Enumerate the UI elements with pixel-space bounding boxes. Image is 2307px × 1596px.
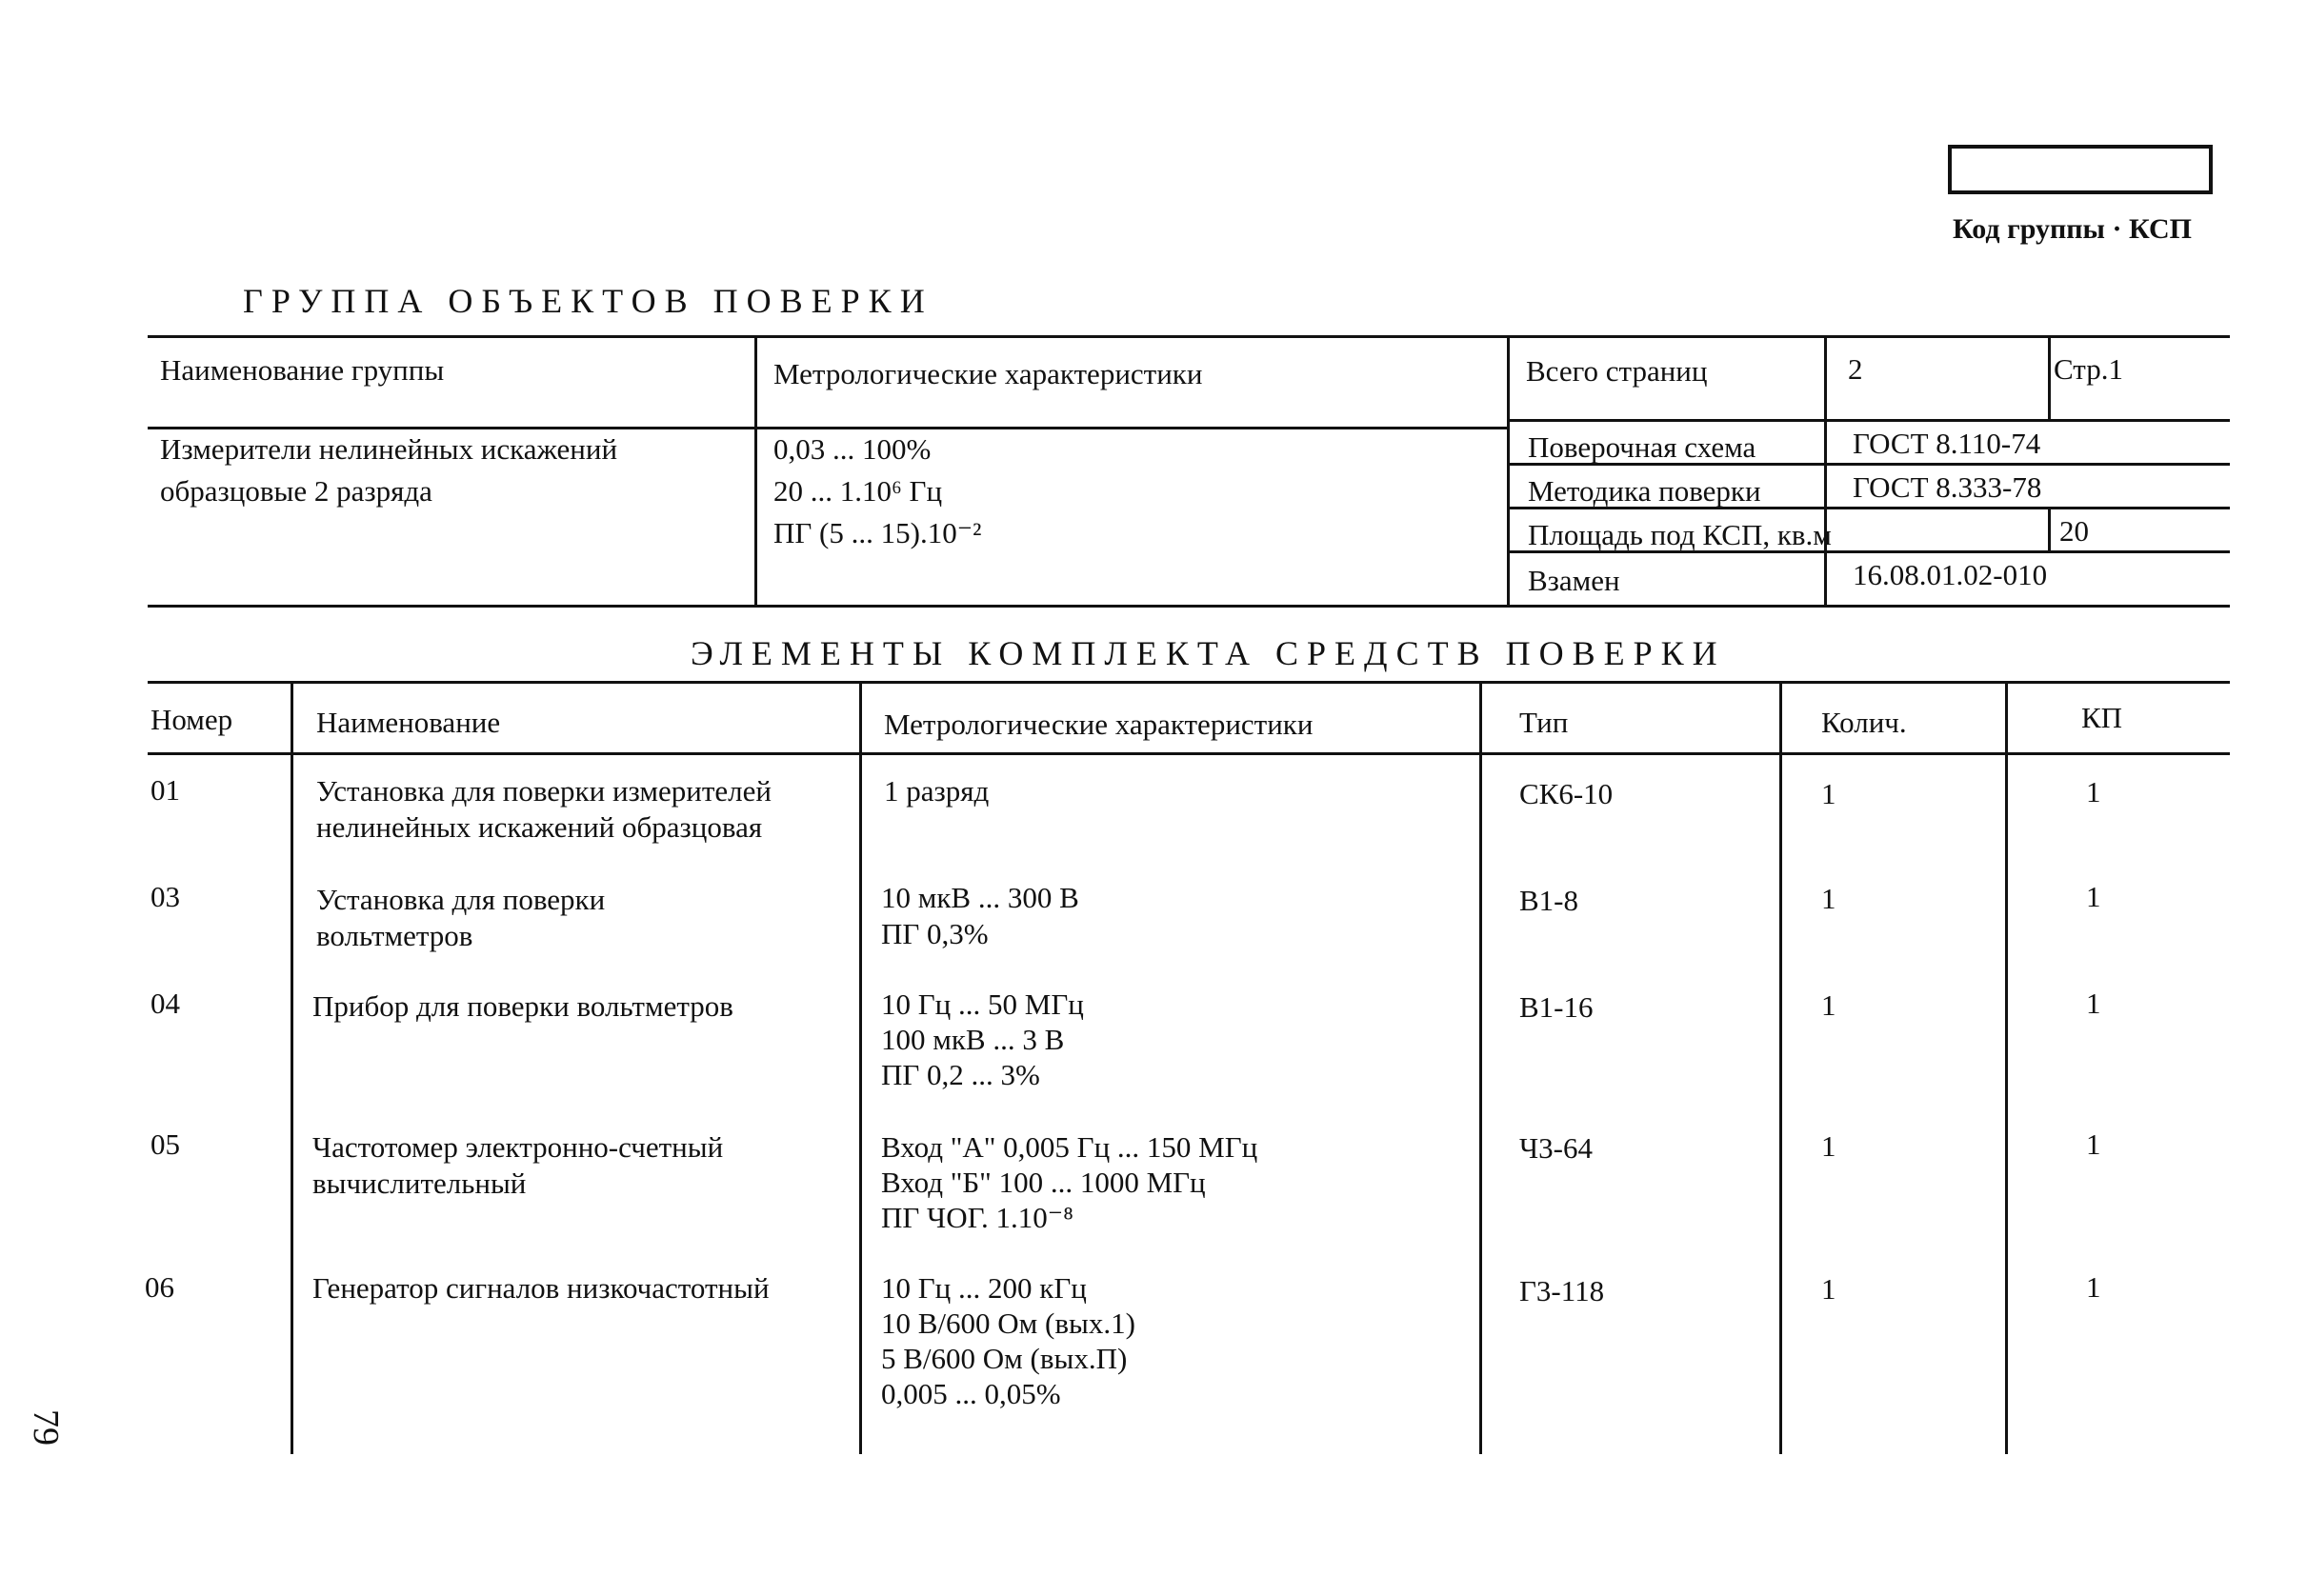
row-metro: 1 разряд bbox=[884, 774, 990, 808]
row-metro: 10 Гц ... 200 кГц 10 В/600 Ом (вых.1) 5 В/600 Ом (вых.П) 0,005 ... 0,05% bbox=[881, 1271, 1135, 1410]
col-kp-header: КП bbox=[2081, 701, 2123, 734]
replaces-label: Взамен bbox=[1528, 564, 1620, 597]
elements-table-header-line bbox=[148, 752, 2230, 755]
row-metro: 10 мкВ ... 300 В ПГ 0,3% bbox=[881, 881, 1079, 950]
col-num-header: Номер bbox=[150, 703, 233, 736]
row-qty: 1 bbox=[1821, 882, 1836, 915]
col-qty-header: Колич. bbox=[1821, 706, 1907, 739]
group-col-name-header: Наименование группы bbox=[160, 353, 445, 387]
row-name: Установка для поверки измерителей нелинейных искажений образцовая bbox=[316, 774, 772, 844]
replaces-value: 16.08.01.02-010 bbox=[1853, 558, 2048, 591]
row-kp: 1 bbox=[2086, 880, 2101, 913]
total-pages-value: 2 bbox=[1848, 352, 1863, 386]
row-name: Установка для поверки вольтметров bbox=[316, 883, 606, 952]
group-name: Измерители нелинейных искажений образцовые 2 разряда bbox=[160, 432, 618, 508]
total-pages-label: Всего страниц bbox=[1526, 354, 1708, 388]
row-name: Прибор для поверки вольтметров bbox=[312, 989, 733, 1023]
row-kp: 1 bbox=[2086, 987, 2101, 1020]
row-kp: 1 bbox=[2086, 1270, 2101, 1304]
row-name: Генератор сигналов низкочастотный bbox=[312, 1271, 770, 1305]
row-num: 04 bbox=[150, 987, 180, 1020]
row-metro: 10 Гц ... 50 МГц 100 мкВ ... 3 В ПГ 0,2 ... 3% bbox=[881, 988, 1084, 1091]
elements-table-divider-3 bbox=[1479, 681, 1482, 1454]
elements-title: ЭЛЕМЕНТЫ КОМПЛЕКТА СРЕДСТВ ПОВЕРКИ bbox=[691, 634, 1726, 672]
group-table-bottom-line bbox=[148, 605, 2230, 608]
group-table-divider-5 bbox=[2048, 507, 2051, 552]
row-name: Частотомер электронно-счетный вычислительный bbox=[312, 1130, 724, 1200]
elements-table-divider-2 bbox=[859, 681, 862, 1454]
group-table-divider-3 bbox=[1824, 335, 1827, 607]
row-num: 03 bbox=[150, 880, 180, 913]
row-kp: 1 bbox=[2086, 775, 2101, 808]
row-qty: 1 bbox=[1821, 988, 1836, 1022]
row-type: СК6-10 bbox=[1519, 777, 1614, 810]
row-metro: Вход "А" 0,005 Гц ... 150 МГц Вход "Б" 100 ... 1000 МГц ПГ ЧОГ. 1.10⁻⁸ bbox=[881, 1130, 1258, 1234]
group-title: ГРУППА ОБЪЕКТОВ ПОВЕРКИ bbox=[243, 282, 933, 320]
row-kp: 1 bbox=[2086, 1127, 2101, 1161]
verification-method-label: Методика поверки bbox=[1528, 474, 1761, 508]
group-table-header-line-right bbox=[1510, 419, 2230, 422]
elements-table-divider-5 bbox=[2005, 681, 2008, 1454]
group-code: Код группы · КСП bbox=[1953, 213, 2192, 245]
row-type: Ч3-64 bbox=[1519, 1131, 1593, 1165]
group-metro: 0,03 ... 100% 20 ... 1.10⁶ Гц ПГ (5 ... 15).10⁻² bbox=[773, 432, 982, 549]
row-type: В1-8 bbox=[1519, 884, 1578, 917]
elements-table-top-line bbox=[148, 681, 2230, 684]
col-type-header: Тип bbox=[1519, 706, 1569, 739]
col-metro-header: Метрологические характеристики bbox=[884, 708, 1314, 741]
ksp-area-value: 20 bbox=[2059, 514, 2089, 548]
row-num: 01 bbox=[150, 773, 180, 807]
verification-method-value: ГОСТ 8.333-78 bbox=[1853, 470, 2042, 504]
row-type: Г3-118 bbox=[1519, 1274, 1605, 1307]
col-name-header: Наименование bbox=[316, 706, 501, 739]
row-type: В1-16 bbox=[1519, 990, 1594, 1024]
group-table-divider-4 bbox=[2048, 335, 2051, 421]
verification-scheme-label: Поверочная схема bbox=[1528, 430, 1756, 464]
stamp-box bbox=[1948, 145, 2213, 194]
page-number: 79 bbox=[26, 1409, 66, 1446]
row-qty: 1 bbox=[1821, 777, 1836, 810]
group-table-divider-2 bbox=[1507, 335, 1510, 607]
row-qty: 1 bbox=[1821, 1129, 1836, 1163]
page-label: Стр.1 bbox=[2054, 352, 2123, 386]
group-table-divider-1 bbox=[754, 335, 757, 607]
group-table-top-line bbox=[148, 335, 2230, 338]
group-col-metro-header: Метрологические характеристики bbox=[773, 357, 1203, 390]
elements-table-divider-1 bbox=[291, 681, 293, 1454]
row-num: 05 bbox=[150, 1127, 180, 1161]
elements-table-divider-4 bbox=[1779, 681, 1782, 1454]
row-num: 06 bbox=[145, 1270, 174, 1304]
ksp-area-label: Площадь под КСП, кв.м bbox=[1528, 518, 1832, 551]
verification-scheme-value: ГОСТ 8.110-74 bbox=[1853, 427, 2041, 460]
row-qty: 1 bbox=[1821, 1272, 1836, 1306]
